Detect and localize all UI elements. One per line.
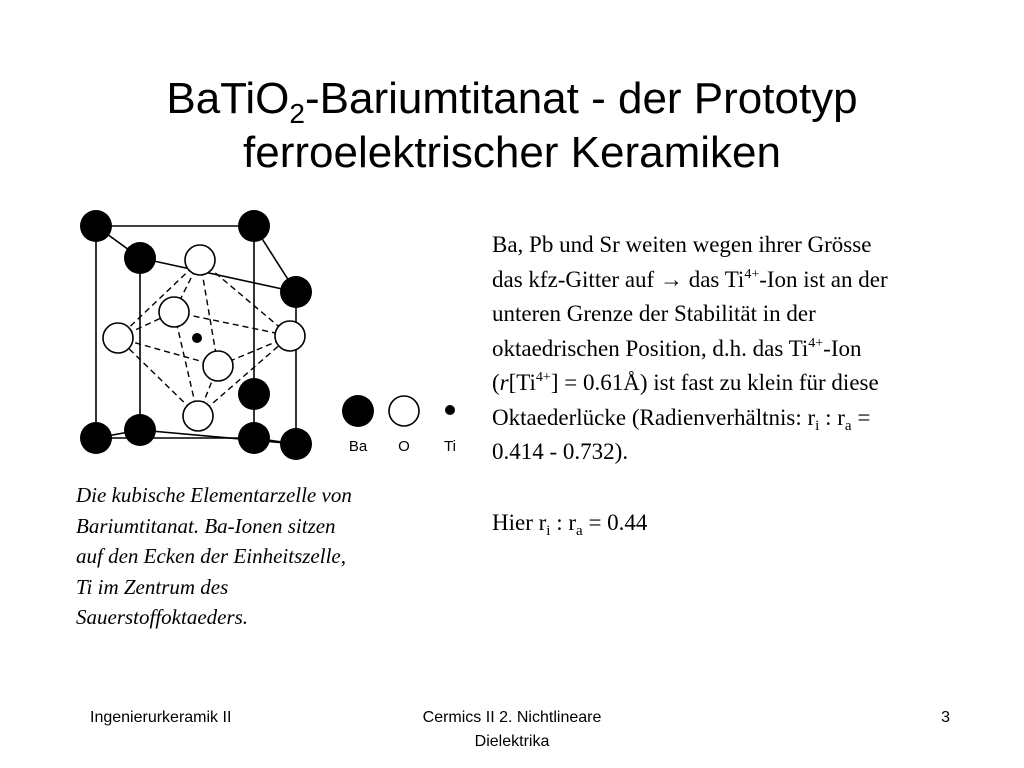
barium-atom: [80, 210, 112, 242]
text-span: [Ti: [508, 370, 536, 395]
text-span: das kfz-Gitter auf → das Ti: [492, 266, 745, 292]
text-span: : r: [550, 509, 577, 535]
barium-atom: [238, 210, 270, 242]
slide-title: [60, 72, 964, 180]
title-formula-subscript: 2: [289, 98, 305, 129]
oxygen-atom: [159, 297, 189, 327]
titanium-atom: [192, 333, 202, 343]
superscript: 4+: [808, 335, 824, 351]
text-span: =: [851, 404, 871, 430]
oxygen-atom: [275, 321, 305, 351]
caption-line: Ti im Zentrum des: [76, 574, 229, 599]
oxygen-atom: [185, 245, 215, 275]
barium-atom: [80, 422, 112, 454]
legend-ba-symbol: [342, 395, 374, 427]
text-line: [492, 435, 1002, 470]
figure-caption: [76, 480, 436, 633]
barium-atom: [238, 422, 270, 454]
text-span: -Ion: [823, 335, 862, 361]
caption-line: Sauerstoffoktaeders.: [76, 605, 249, 629]
text-span: ] = 0.61Å) ist fast zu klein für diese: [550, 370, 879, 395]
text-line: [492, 332, 1002, 367]
text-line: [492, 401, 1002, 436]
footer-lecture-title-line: Cermics II 2. Nichtlineare: [422, 709, 602, 726]
page-number: 3: [941, 709, 950, 726]
legend: [342, 395, 456, 455]
text-span: Ba, Pb und Sr weiten wegen ihrer Grösse: [492, 232, 872, 257]
paragraph-gap: [492, 470, 1002, 506]
footer-lecture-title-line: Dielektrika: [474, 733, 550, 750]
title-formula: BaTiO: [166, 74, 290, 123]
text-line: [492, 228, 1002, 263]
legend-o-symbol: [389, 396, 419, 426]
text-span: -Ion ist an der: [759, 266, 888, 292]
unit-cell-figure: [70, 204, 470, 468]
barium-atom: [280, 276, 312, 308]
text-span: (: [492, 370, 500, 395]
oxygen-atom: [183, 401, 213, 431]
text-span: unteren Grenze der Stabilität in der: [492, 301, 816, 326]
title-line-2: ferroelektrischer Keramiken: [243, 128, 781, 177]
caption-line: auf den Ecken der Einheitszelle,: [76, 544, 346, 568]
text-line: [492, 297, 1002, 332]
barium-atom: [124, 414, 156, 446]
legend-ti-label: Ti: [444, 438, 456, 455]
text-line: [492, 506, 1002, 541]
barium-atom: [280, 428, 312, 460]
text-line: [492, 366, 1002, 401]
footer-lecture-title: [372, 706, 652, 754]
barium-atom: [124, 242, 156, 274]
superscript: 4+: [535, 370, 551, 385]
radius-symbol: r: [499, 370, 509, 395]
oxygen-atom: [203, 351, 233, 381]
title-rest: -Bariumtitanat - der Prototyp: [304, 74, 858, 123]
footer-course-name: Ingenierurkeramik II: [90, 709, 232, 726]
explanation-text: [492, 228, 1002, 540]
text-span: 0.414 - 0.732).: [492, 439, 629, 464]
title-line-1: [60, 72, 964, 129]
perovskite-unit-cell-diagram: [70, 204, 470, 468]
subscript: a: [576, 522, 583, 539]
subscript: a: [844, 417, 852, 434]
text-span: = 0.44: [582, 509, 648, 535]
subscript: i: [815, 417, 820, 434]
legend-ba-label: Ba: [348, 438, 368, 455]
text-span: Oktaederlücke (Radienverhältnis: r: [492, 404, 816, 430]
text-span: : r: [819, 404, 845, 430]
text-span: Hier r: [492, 509, 547, 535]
caption-line: Die kubische Elementarzelle von: [76, 483, 352, 507]
superscript: 4+: [744, 266, 760, 282]
legend-o-label: O: [398, 438, 410, 455]
caption-line: Bariumtitanat. Ba-Ionen sitzen: [76, 513, 336, 538]
legend-ti-symbol: [445, 405, 455, 415]
barium-atom: [238, 378, 270, 410]
text-line: [492, 263, 1002, 298]
subscript: i: [546, 522, 551, 539]
oxygen-atom: [103, 323, 133, 353]
text-span: oktaedrischen Position, d.h. das Ti: [492, 335, 809, 361]
